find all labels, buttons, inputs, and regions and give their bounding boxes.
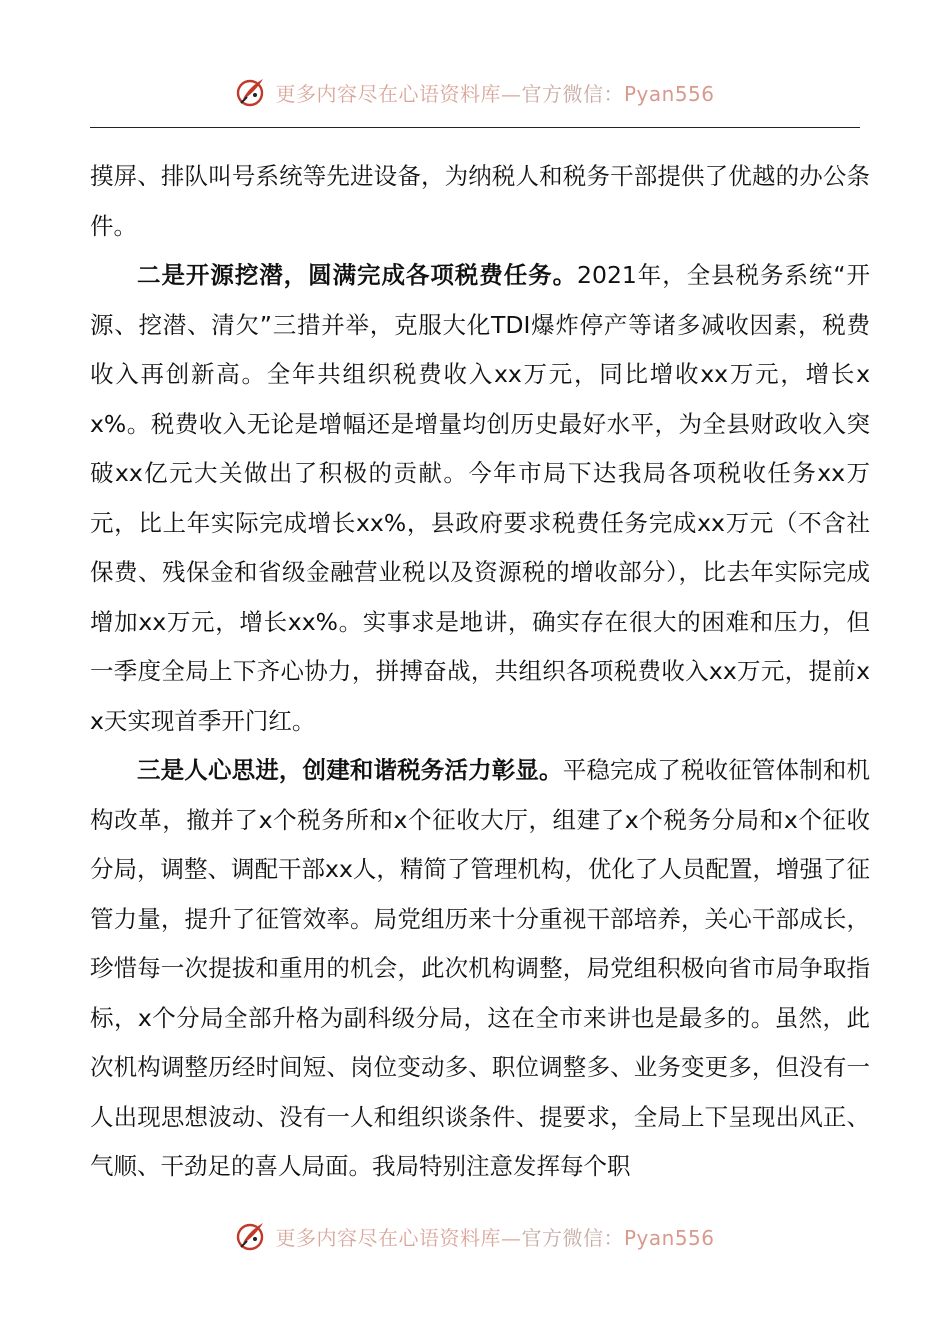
paragraph-3-heading: 三是人心思进，创建和谐税务活力彰显。 <box>137 756 563 784</box>
header-banner <box>0 70 950 114</box>
header-banner-cn: 更多内容尽在心语资料库 <box>275 81 501 106</box>
document-body <box>90 152 870 1192</box>
header-banner-text <box>275 78 714 107</box>
header-banner-id: Pyan556 <box>623 81 715 106</box>
paragraph-3 <box>90 746 870 1192</box>
footer-banner-inner <box>235 1219 714 1253</box>
footer-banner-id: Pyan556 <box>623 1225 715 1250</box>
footer-banner-sep: — <box>500 1225 522 1250</box>
paragraph-1 <box>90 152 870 251</box>
quill-pen-logo-icon <box>235 75 269 109</box>
paragraph-2 <box>90 251 870 746</box>
paragraph-1-text: 摸屏、排队叫号系统等先进设备，为纳税人和税务干部提供了优越的办公条件。 <box>90 162 870 240</box>
footer-banner-wechat: 官方微信： <box>521 1225 624 1250</box>
paragraph-2-text: 2021年，全县税务系统“开源、挖潜、清欠”三措并举，克服大化TDI爆炸停产等诸多减收因素，税费收入再创新高。全年共组织税费收入xx万元，同比增收xx万元，增长xx%。税费收入无论是增幅还是增量均创历史最好水平，为全县财政收入突破xx亿元大关做出了积极的贡献。今年市局下达我局各项税收任务xx万元，比上年实际完成增长xx%，县政府要求税费任务完成xx万元（不含社保费、残保金和省级金融营业税以及资源税的增收部分），比去年实际完成增加xx万元，增长xx%。实事求是地讲，确实存在很大的困难和压力，但一季度全局上下齐心协力，拼搏奋战，共组织各项税费收入xx万元，提前xx天实现首季开门红。 <box>90 261 870 735</box>
quill-pen-logo-icon <box>235 1219 269 1253</box>
footer-banner-text <box>275 1222 714 1251</box>
header-banner-inner <box>235 75 714 109</box>
header-divider <box>90 127 860 128</box>
footer-banner-cn: 更多内容尽在心语资料库 <box>275 1225 501 1250</box>
header-banner-sep: — <box>500 81 522 106</box>
paragraph-2-heading: 二是开源挖潜，圆满完成各项税费任务。 <box>137 261 578 289</box>
footer-banner <box>0 1214 950 1258</box>
header-banner-wechat: 官方微信： <box>521 81 624 106</box>
paragraph-3-text: 平稳完成了税收征管体制和机构改革，撤并了x个税务所和x个征收大厅，组建了x个税务分局和x个征收分局，调整、调配干部xx人，精简了管理机构，优化了人员配置，增强了征管力量，提升了征管效率。局党组历来十分重视干部培养，关心干部成长，珍惜每一次提拔和重用的机会，此次机构调整，局党组积极向省市局争取指标，x个分局全部升格为副科级分局，这在全市来讲也是最多的。虽然，此次机构调整历经时间短、岗位变动多、职位调整多、业务变更多，但没有一人出现思想波动、没有一人和组织谈条件、提要求，全局上下呈现出风正、气顺、干劲足的喜人局面。我局特别注意发挥每个职 <box>90 756 871 1180</box>
